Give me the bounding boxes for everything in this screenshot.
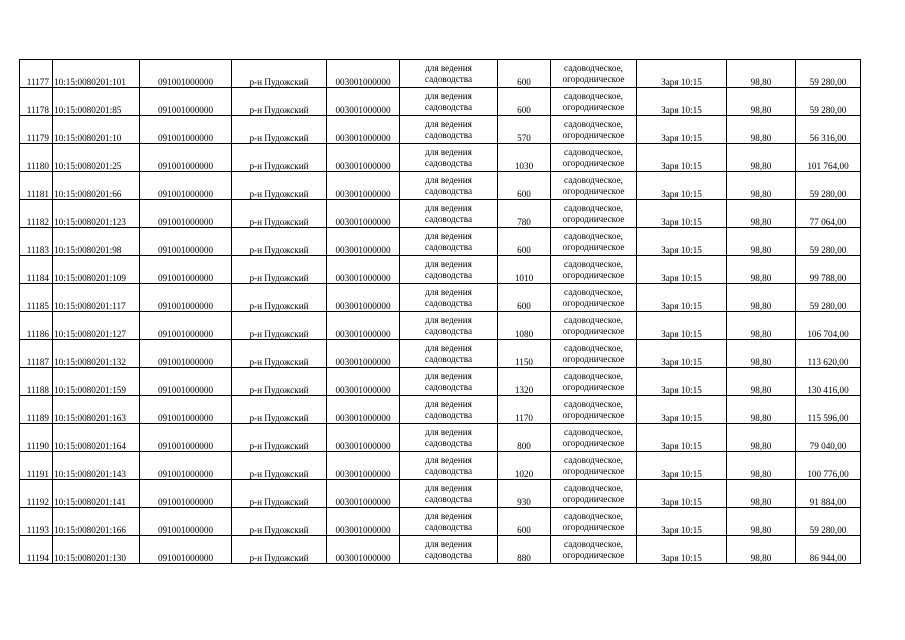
specific-value-cell: 98,80 — [727, 200, 796, 228]
area-cell: 600 — [498, 508, 551, 536]
cadastral-value-cell: 59 280,00 — [796, 172, 861, 200]
specific-value-cell: 98,80 — [727, 424, 796, 452]
locality-code-cell: 003001000000 — [327, 396, 400, 424]
cadastral-value-cell: 86 944,00 — [796, 536, 861, 564]
area-cell: 800 — [498, 424, 551, 452]
land-use-purpose-line-1: для ведения — [425, 287, 472, 297]
table-row — [20, 256, 861, 284]
valuation-zone-cell: Заря 10:15 — [637, 312, 727, 340]
valuation-zone-cell: Заря 10:15 — [637, 424, 727, 452]
specific-value-cell: 98,80 — [727, 284, 796, 312]
area-cell: 600 — [498, 228, 551, 256]
land-category-line-2: огородническое — [562, 185, 625, 196]
cadastral-value-cell: 106 704,00 — [796, 312, 861, 340]
land-category-line-2: огородническое — [562, 325, 625, 336]
land-category-cell — [551, 228, 637, 256]
cadastral-value-table — [19, 59, 861, 564]
row-number-cell: 11182 — [20, 200, 53, 228]
land-category-line-2: огородническое — [562, 381, 625, 392]
oktmo-code-cell: 091001000000 — [140, 536, 232, 564]
land-use-purpose-line-2: садоводства — [424, 521, 473, 532]
district-cell: р-н Пудожский — [232, 424, 327, 452]
land-use-purpose-line-1: для ведения — [425, 427, 472, 437]
row-number-cell: 11190 — [20, 424, 53, 452]
cadastral-value-cell: 99 788,00 — [796, 256, 861, 284]
specific-value-cell: 98,80 — [727, 88, 796, 116]
locality-code-cell: 003001000000 — [327, 256, 400, 284]
locality-code-cell: 003001000000 — [327, 508, 400, 536]
land-use-purpose-line-1: для ведения — [425, 119, 472, 129]
oktmo-code-cell: 091001000000 — [140, 424, 232, 452]
locality-code-cell: 003001000000 — [327, 368, 400, 396]
land-use-purpose-line-1: для ведения — [425, 259, 472, 269]
land-category-cell — [551, 200, 637, 228]
land-category-line-1: садоводческое, — [564, 91, 623, 101]
land-category-cell — [551, 144, 637, 172]
specific-value-cell: 98,80 — [727, 536, 796, 564]
land-category-line-2: огородническое — [562, 213, 625, 224]
district-cell: р-н Пудожский — [232, 508, 327, 536]
table-row — [20, 368, 861, 396]
land-use-purpose-cell — [400, 508, 498, 536]
land-category-line-1: садоводческое, — [564, 539, 623, 549]
land-use-purpose-line-2: садоводства — [424, 493, 473, 504]
land-category-line-1: садоводческое, — [564, 371, 623, 381]
district-cell: р-н Пудожский — [232, 452, 327, 480]
locality-code-cell: 003001000000 — [327, 144, 400, 172]
land-category-cell — [551, 88, 637, 116]
land-use-purpose-cell — [400, 424, 498, 452]
land-use-purpose-line-1: для ведения — [425, 371, 472, 381]
land-category-line-2: огородническое — [562, 493, 625, 504]
locality-code-cell: 003001000000 — [327, 480, 400, 508]
row-number-cell: 11192 — [20, 480, 53, 508]
table-row — [20, 340, 861, 368]
land-use-purpose-line-2: садоводства — [424, 297, 473, 308]
land-category-line-1: садоводческое, — [564, 259, 623, 269]
land-use-purpose-line-1: для ведения — [425, 231, 472, 241]
cadastral-number-cell: 10:15:0080201:66 — [53, 172, 140, 200]
land-use-purpose-line-1: для ведения — [425, 315, 472, 325]
district-cell: р-н Пудожский — [232, 368, 327, 396]
oktmo-code-cell: 091001000000 — [140, 88, 232, 116]
row-number-cell: 11193 — [20, 508, 53, 536]
cadastral-number-cell: 10:15:0080201:166 — [53, 508, 140, 536]
valuation-zone-cell: Заря 10:15 — [637, 144, 727, 172]
cadastral-number-cell: 10:15:0080201:159 — [53, 368, 140, 396]
area-cell: 1020 — [498, 452, 551, 480]
locality-code-cell: 003001000000 — [327, 312, 400, 340]
oktmo-code-cell: 091001000000 — [140, 144, 232, 172]
land-category-line-1: садоводческое, — [564, 119, 623, 129]
locality-code-cell: 003001000000 — [327, 424, 400, 452]
land-category-cell — [551, 172, 637, 200]
land-use-purpose-line-1: для ведения — [425, 175, 472, 185]
specific-value-cell: 98,80 — [727, 396, 796, 424]
table-row — [20, 60, 861, 88]
cadastral-value-cell: 59 280,00 — [796, 60, 861, 88]
locality-code-cell: 003001000000 — [327, 340, 400, 368]
row-number-cell: 11183 — [20, 228, 53, 256]
area-cell: 1320 — [498, 368, 551, 396]
cadastral-value-cell: 79 040,00 — [796, 424, 861, 452]
specific-value-cell: 98,80 — [727, 480, 796, 508]
oktmo-code-cell: 091001000000 — [140, 116, 232, 144]
oktmo-code-cell: 091001000000 — [140, 480, 232, 508]
valuation-zone-cell: Заря 10:15 — [637, 536, 727, 564]
land-use-purpose-cell — [400, 312, 498, 340]
valuation-zone-cell: Заря 10:15 — [637, 368, 727, 396]
oktmo-code-cell: 091001000000 — [140, 396, 232, 424]
land-category-line-1: садоводческое, — [564, 343, 623, 353]
land-use-purpose-line-2: садоводства — [424, 325, 473, 336]
area-cell: 570 — [498, 116, 551, 144]
land-use-purpose-line-2: садоводства — [424, 129, 473, 140]
row-number-cell: 11177 — [20, 60, 53, 88]
specific-value-cell: 98,80 — [727, 256, 796, 284]
area-cell: 1170 — [498, 396, 551, 424]
cadastral-number-cell: 10:15:0080201:141 — [53, 480, 140, 508]
specific-value-cell: 98,80 — [727, 172, 796, 200]
cadastral-number-cell: 10:15:0080201:130 — [53, 536, 140, 564]
district-cell: р-н Пудожский — [232, 200, 327, 228]
specific-value-cell: 98,80 — [727, 368, 796, 396]
oktmo-code-cell: 091001000000 — [140, 256, 232, 284]
specific-value-cell: 98,80 — [727, 116, 796, 144]
land-category-line-1: садоводческое, — [564, 175, 623, 185]
area-cell: 1150 — [498, 340, 551, 368]
valuation-zone-cell: Заря 10:15 — [637, 284, 727, 312]
land-use-purpose-line-2: садоводства — [424, 549, 473, 560]
district-cell: р-н Пудожский — [232, 256, 327, 284]
specific-value-cell: 98,80 — [727, 60, 796, 88]
area-cell: 880 — [498, 536, 551, 564]
district-cell: р-н Пудожский — [232, 88, 327, 116]
table-row — [20, 116, 861, 144]
table-row — [20, 536, 861, 564]
cadastral-number-cell: 10:15:0080201:127 — [53, 312, 140, 340]
land-category-line-2: огородническое — [562, 465, 625, 476]
land-use-purpose-line-2: садоводства — [424, 409, 473, 420]
cadastral-value-cell: 100 776,00 — [796, 452, 861, 480]
land-category-line-2: огородническое — [562, 521, 625, 532]
land-use-purpose-cell — [400, 88, 498, 116]
land-use-purpose-cell — [400, 396, 498, 424]
specific-value-cell: 98,80 — [727, 228, 796, 256]
specific-value-cell: 98,80 — [727, 340, 796, 368]
land-category-line-1: садоводческое, — [564, 455, 623, 465]
cadastral-value-cell: 56 316,00 — [796, 116, 861, 144]
row-number-cell: 11178 — [20, 88, 53, 116]
land-category-cell — [551, 480, 637, 508]
land-category-line-2: огородническое — [562, 73, 625, 84]
land-category-cell — [551, 396, 637, 424]
locality-code-cell: 003001000000 — [327, 284, 400, 312]
oktmo-code-cell: 091001000000 — [140, 312, 232, 340]
cadastral-value-cell: 77 064,00 — [796, 200, 861, 228]
district-cell: р-н Пудожский — [232, 116, 327, 144]
locality-code-cell: 003001000000 — [327, 88, 400, 116]
valuation-zone-cell: Заря 10:15 — [637, 452, 727, 480]
area-cell: 600 — [498, 60, 551, 88]
oktmo-code-cell: 091001000000 — [140, 452, 232, 480]
district-cell: р-н Пудожский — [232, 228, 327, 256]
oktmo-code-cell: 091001000000 — [140, 508, 232, 536]
area-cell: 1010 — [498, 256, 551, 284]
valuation-zone-cell: Заря 10:15 — [637, 60, 727, 88]
land-category-line-2: огородническое — [562, 129, 625, 140]
valuation-zone-cell: Заря 10:15 — [637, 116, 727, 144]
land-category-line-1: садоводческое, — [564, 399, 623, 409]
locality-code-cell: 003001000000 — [327, 60, 400, 88]
cadastral-number-cell: 10:15:0080201:132 — [53, 340, 140, 368]
land-category-line-2: огородническое — [562, 241, 625, 252]
valuation-zone-cell: Заря 10:15 — [637, 172, 727, 200]
row-number-cell: 11179 — [20, 116, 53, 144]
land-use-purpose-cell — [400, 116, 498, 144]
area-cell: 1080 — [498, 312, 551, 340]
land-category-line-2: огородническое — [562, 101, 625, 112]
cadastral-number-cell: 10:15:0080201:98 — [53, 228, 140, 256]
oktmo-code-cell: 091001000000 — [140, 228, 232, 256]
land-category-line-2: огородническое — [562, 157, 625, 168]
table-row — [20, 88, 861, 116]
valuation-zone-cell: Заря 10:15 — [637, 480, 727, 508]
specific-value-cell: 98,80 — [727, 144, 796, 172]
land-use-purpose-line-1: для ведения — [425, 147, 472, 157]
cadastral-number-cell: 10:15:0080201:109 — [53, 256, 140, 284]
land-use-purpose-line-2: садоводства — [424, 185, 473, 196]
valuation-zone-cell: Заря 10:15 — [637, 200, 727, 228]
land-category-cell — [551, 312, 637, 340]
oktmo-code-cell: 091001000000 — [140, 172, 232, 200]
land-use-purpose-cell — [400, 144, 498, 172]
land-category-line-2: огородническое — [562, 437, 625, 448]
land-category-cell — [551, 424, 637, 452]
land-use-purpose-line-2: садоводства — [424, 101, 473, 112]
oktmo-code-cell: 091001000000 — [140, 284, 232, 312]
land-use-purpose-line-2: садоводства — [424, 353, 473, 364]
oktmo-code-cell: 091001000000 — [140, 60, 232, 88]
row-number-cell: 11189 — [20, 396, 53, 424]
table-row — [20, 172, 861, 200]
land-category-cell — [551, 284, 637, 312]
land-use-purpose-line-2: садоводства — [424, 381, 473, 392]
table-row — [20, 144, 861, 172]
cadastral-value-cell: 130 416,00 — [796, 368, 861, 396]
valuation-zone-cell: Заря 10:15 — [637, 340, 727, 368]
table-row — [20, 508, 861, 536]
cadastral-number-cell: 10:15:0080201:85 — [53, 88, 140, 116]
district-cell: р-н Пудожский — [232, 480, 327, 508]
land-category-line-1: садоводческое, — [564, 147, 623, 157]
table-row — [20, 284, 861, 312]
land-use-purpose-cell — [400, 60, 498, 88]
cadastral-value-cell: 59 280,00 — [796, 228, 861, 256]
land-category-line-2: огородническое — [562, 297, 625, 308]
cadastral-value-cell: 59 280,00 — [796, 508, 861, 536]
table-row — [20, 312, 861, 340]
land-category-line-1: садоводческое, — [564, 231, 623, 241]
land-category-line-1: садоводческое, — [564, 483, 623, 493]
land-use-purpose-cell — [400, 340, 498, 368]
district-cell: р-н Пудожский — [232, 312, 327, 340]
locality-code-cell: 003001000000 — [327, 536, 400, 564]
row-number-cell: 11186 — [20, 312, 53, 340]
valuation-zone-cell: Заря 10:15 — [637, 508, 727, 536]
table-row — [20, 480, 861, 508]
table-row — [20, 200, 861, 228]
land-category-line-1: садоводческое, — [564, 287, 623, 297]
cadastral-value-cell: 59 280,00 — [796, 284, 861, 312]
land-use-purpose-cell — [400, 480, 498, 508]
land-category-cell — [551, 60, 637, 88]
land-use-purpose-line-2: садоводства — [424, 241, 473, 252]
land-category-line-1: садоводческое, — [564, 315, 623, 325]
district-cell: р-н Пудожский — [232, 144, 327, 172]
land-use-purpose-line-2: садоводства — [424, 213, 473, 224]
land-use-purpose-line-1: для ведения — [425, 63, 472, 73]
table-row — [20, 424, 861, 452]
row-number-cell: 11180 — [20, 144, 53, 172]
locality-code-cell: 003001000000 — [327, 228, 400, 256]
specific-value-cell: 98,80 — [727, 452, 796, 480]
oktmo-code-cell: 091001000000 — [140, 200, 232, 228]
district-cell: р-н Пудожский — [232, 536, 327, 564]
land-use-purpose-line-1: для ведения — [425, 455, 472, 465]
land-use-purpose-line-2: садоводства — [424, 73, 473, 84]
area-cell: 930 — [498, 480, 551, 508]
area-cell: 780 — [498, 200, 551, 228]
valuation-zone-cell: Заря 10:15 — [637, 256, 727, 284]
valuation-zone-cell: Заря 10:15 — [637, 396, 727, 424]
district-cell: р-н Пудожский — [232, 396, 327, 424]
row-number-cell: 11194 — [20, 536, 53, 564]
land-use-purpose-line-1: для ведения — [425, 399, 472, 409]
cadastral-value-cell: 115 596,00 — [796, 396, 861, 424]
land-use-purpose-cell — [400, 256, 498, 284]
row-number-cell: 11185 — [20, 284, 53, 312]
locality-code-cell: 003001000000 — [327, 116, 400, 144]
land-category-cell — [551, 368, 637, 396]
valuation-zone-cell: Заря 10:15 — [637, 88, 727, 116]
land-category-line-1: садоводческое, — [564, 427, 623, 437]
cadastral-number-cell: 10:15:0080201:117 — [53, 284, 140, 312]
valuation-zone-cell: Заря 10:15 — [637, 228, 727, 256]
row-number-cell: 11187 — [20, 340, 53, 368]
land-category-line-2: огородническое — [562, 409, 625, 420]
land-category-line-1: садоводческое, — [564, 203, 623, 213]
land-category-cell — [551, 116, 637, 144]
district-cell: р-н Пудожский — [232, 284, 327, 312]
land-category-line-2: огородническое — [562, 549, 625, 560]
district-cell: р-н Пудожский — [232, 172, 327, 200]
land-use-purpose-cell — [400, 200, 498, 228]
area-cell: 600 — [498, 88, 551, 116]
cadastral-number-cell: 10:15:0080201:123 — [53, 200, 140, 228]
oktmo-code-cell: 091001000000 — [140, 340, 232, 368]
land-category-line-1: садоводческое, — [564, 511, 623, 521]
oktmo-code-cell: 091001000000 — [140, 368, 232, 396]
cadastral-number-cell: 10:15:0080201:164 — [53, 424, 140, 452]
cadastral-number-cell: 10:15:0080201:101 — [53, 60, 140, 88]
cadastral-number-cell: 10:15:0080201:163 — [53, 396, 140, 424]
land-category-line-2: огородническое — [562, 353, 625, 364]
land-category-cell — [551, 452, 637, 480]
cadastral-number-cell: 10:15:0080201:143 — [53, 452, 140, 480]
cadastral-number-cell: 10:15:0080201:10 — [53, 116, 140, 144]
locality-code-cell: 003001000000 — [327, 452, 400, 480]
land-use-purpose-line-1: для ведения — [425, 91, 472, 101]
table-row — [20, 228, 861, 256]
cadastral-value-cell: 113 620,00 — [796, 340, 861, 368]
cadastral-value-cell: 59 280,00 — [796, 88, 861, 116]
land-category-cell — [551, 536, 637, 564]
table-row — [20, 452, 861, 480]
row-number-cell: 11181 — [20, 172, 53, 200]
land-use-purpose-cell — [400, 228, 498, 256]
land-category-line-2: огородническое — [562, 269, 625, 280]
land-category-cell — [551, 256, 637, 284]
cadastral-value-cell: 101 764,00 — [796, 144, 861, 172]
land-category-cell — [551, 340, 637, 368]
area-cell: 600 — [498, 172, 551, 200]
row-number-cell: 11184 — [20, 256, 53, 284]
cadastral-number-cell: 10:15:0080201:25 — [53, 144, 140, 172]
table-body — [20, 60, 861, 564]
land-category-cell — [551, 508, 637, 536]
locality-code-cell: 003001000000 — [327, 172, 400, 200]
table-row — [20, 396, 861, 424]
area-cell: 600 — [498, 284, 551, 312]
land-use-purpose-line-2: садоводства — [424, 157, 473, 168]
cadastral-value-cell: 91 884,00 — [796, 480, 861, 508]
specific-value-cell: 98,80 — [727, 508, 796, 536]
specific-value-cell: 98,80 — [727, 312, 796, 340]
land-use-purpose-cell — [400, 536, 498, 564]
land-use-purpose-cell — [400, 452, 498, 480]
land-use-purpose-line-2: садоводства — [424, 465, 473, 476]
row-number-cell: 11191 — [20, 452, 53, 480]
district-cell: р-н Пудожский — [232, 60, 327, 88]
area-cell: 1030 — [498, 144, 551, 172]
land-use-purpose-cell — [400, 368, 498, 396]
land-use-purpose-line-2: садоводства — [424, 269, 473, 280]
locality-code-cell: 003001000000 — [327, 200, 400, 228]
land-use-purpose-line-1: для ведения — [425, 511, 472, 521]
land-category-line-1: садоводческое, — [564, 63, 623, 73]
land-use-purpose-line-1: для ведения — [425, 483, 472, 493]
district-cell: р-н Пудожский — [232, 340, 327, 368]
land-use-purpose-line-1: для ведения — [425, 203, 472, 213]
row-number-cell: 11188 — [20, 368, 53, 396]
land-use-purpose-cell — [400, 284, 498, 312]
land-use-purpose-line-1: для ведения — [425, 343, 472, 353]
land-use-purpose-line-1: для ведения — [425, 539, 472, 549]
land-use-purpose-cell — [400, 172, 498, 200]
land-use-purpose-line-2: садоводства — [424, 437, 473, 448]
